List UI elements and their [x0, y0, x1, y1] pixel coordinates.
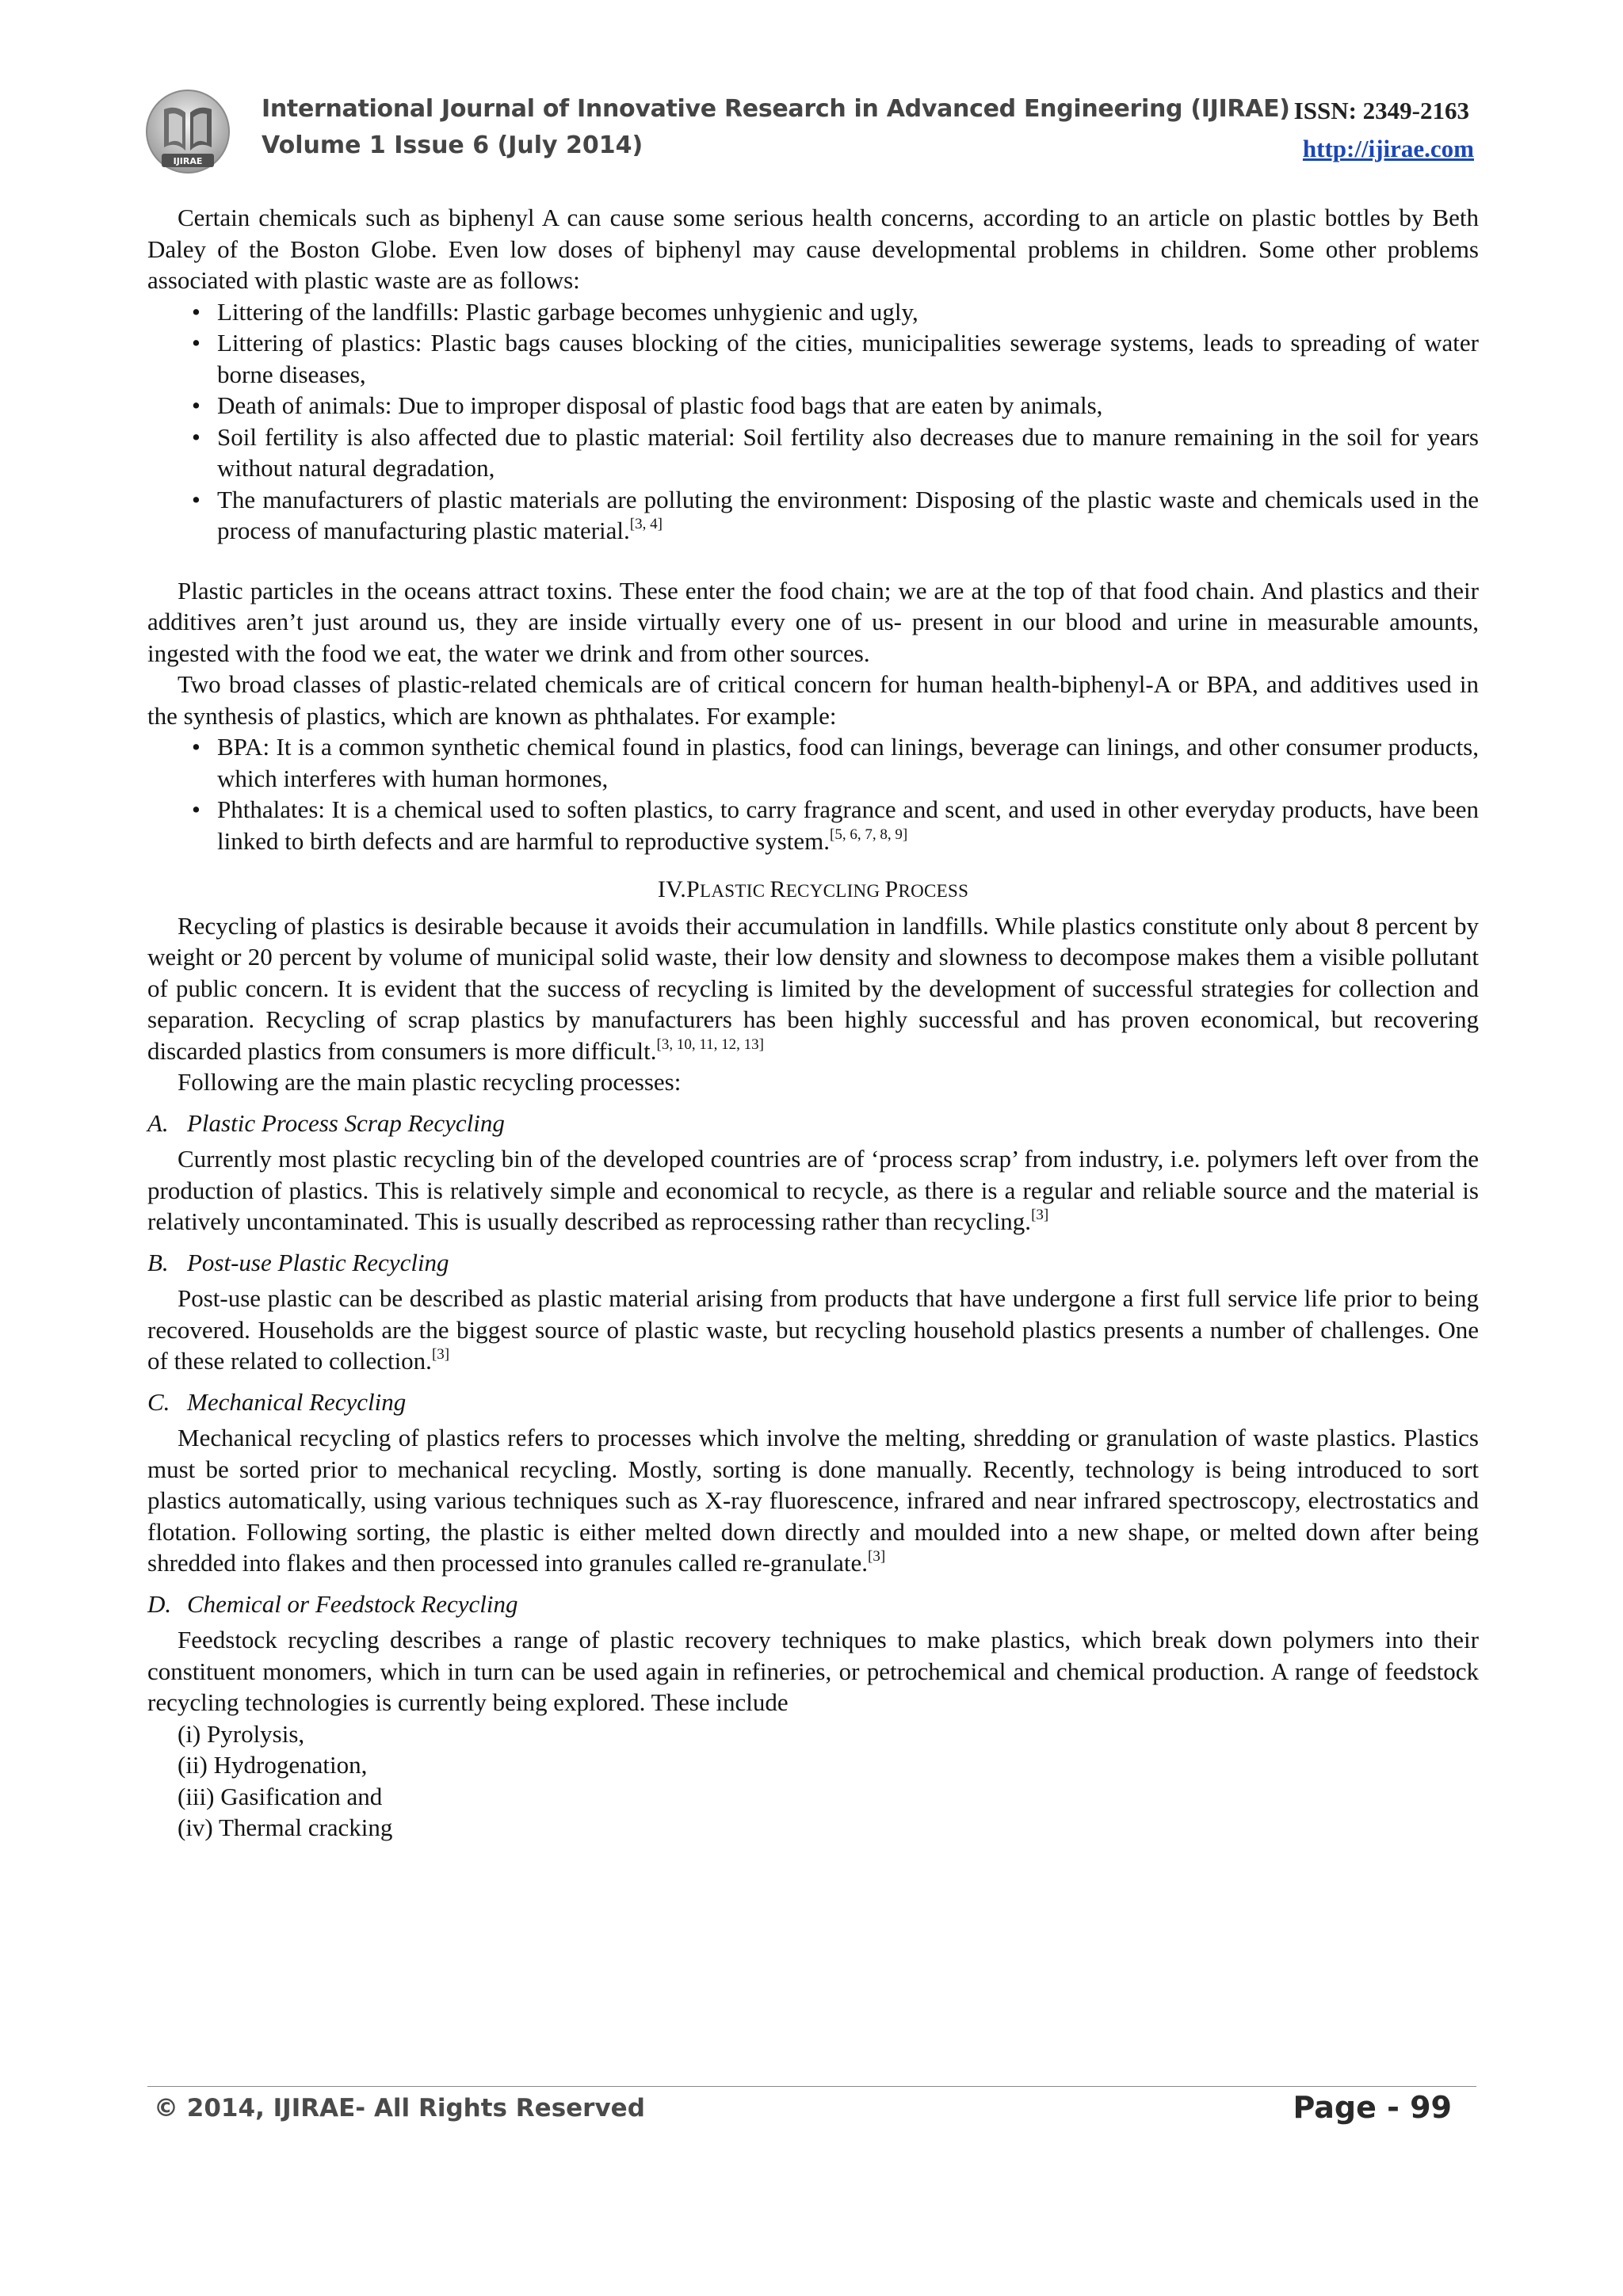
footer-divider	[147, 2086, 1476, 2087]
intro-paragraph: Certain chemicals such as biphenyl A can cause some serious health concerns, according to an article on plastic bottles by Beth Daley of the Boston Globe. Even low doses of biphenyl may cause developmental problems in children. Some other problems associated with plastic waste are as follows:	[147, 204, 1479, 294]
list-item: • BPA: It is a common synthetic chemical found in plastics, food can linings, beverage can linings, and other consumer products, which interferes with human hormones,	[147, 731, 1479, 794]
paragraph: Mechanical recycling of plastics refers to processes which involve the melting, shredding or granulation of waste plastics. Plastics must be sorted prior to mechanical recycling. Mostly, sorting is done manually. Recently, technology is being introduced to sort plastics automatically, using various techniques such as X-ray fluorescence, infrared and near infrared spectroscopy, electrostatics and flotation. Following sorting, the plastic is either melted down directly and moulded into a new shape, or melted down after being shredded into flakes and then processed into granules called re-granulate.[3]	[147, 1424, 1479, 1577]
list-item: • Littering of plastics: Plastic bags causes blocking of the cities, municipalities sewerage systems, leads to spreading of water borne diseases,	[147, 327, 1479, 390]
list-item-text: Phthalates: It is a chemical used to soften plastics, to carry fragrance and scent, and used in other everyday products, have been linked to birth defects and are harmful to reproductive system.	[217, 795, 1479, 855]
list-item: • Soil fertility is also affected due to plastic material: Soil fertility also decreases due to manure remaining in the soil for years without natural degradation,	[147, 421, 1479, 484]
citation: [3]	[868, 1548, 886, 1565]
journal-title: International Journal of Innovative Research in Advanced Engineering (IJIRAE)	[262, 95, 1290, 123]
subsection-heading: B. Post-use Plastic Recycling	[147, 1248, 449, 1276]
health-problems-list	[147, 296, 1479, 547]
paragraph: Feedstock recycling describes a range of plastic recovery techniques to make plastics, which break down polymers into their constituent monomers, which in turn can be used again in refineries, or petrochemical and chemical production. A range of feedstock recycling technologies is currently being explored. These include	[147, 1626, 1479, 1716]
article-body	[147, 202, 1479, 1844]
list-item: (iii) Gasification and	[178, 1782, 383, 1810]
section-heading: IV.PLASTIC RECYCLING PROCESS	[657, 876, 969, 902]
paragraph: Post-use plastic can be described as plastic material arising from products that have undergone a first full service life prior to being recovered. Households are the biggest source of plastic waste, but recycling household plastics presents a number of challenges. One of these related to collection.[3]	[147, 1284, 1479, 1375]
list-item-text: The manufacturers of plastic materials are polluting the environment: Disposing of the plastic waste and chemicals used in the process of manufacturing plastic material.	[217, 485, 1479, 544]
journal-volume: Volume 1 Issue 6 (July 2014)	[262, 132, 643, 159]
subsection-heading: D. Chemical or Feedstock Recycling	[147, 1589, 518, 1618]
journal-url-link[interactable]: http://ijirae.com	[1302, 135, 1474, 162]
paragraph: Currently most plastic recycling bin of the developed countries are of ‘process scrap’ from industry, i.e. polymers left over from the production of plastics. This is relatively simple and economical to recycle, as there is a regular and reliable source and the material is relatively uncontaminated. This is usually described as reprocessing rather than recycling.[3]	[147, 1145, 1479, 1235]
paragraph: Recycling of plastics is desirable because it avoids their accumulation in landfills. While plastics constitute only about 8 percent by weight or 20 percent by volume of municipal solid waste, their low density and slowness to decompose makes them a visible pollutant of public concern. It is evident that the success of recycling is limited by the development of successful strategies for collection and separation. Recycling of scrap plastics by manufacturers has been highly successful and has proven economical, but recovering discarded plastics from consumers is more difficult.[3, 10, 11, 12, 13]	[147, 911, 1479, 1065]
list-item: (ii) Hydrogenation,	[178, 1751, 368, 1779]
chemicals-list	[147, 731, 1479, 856]
citation: [3, 4]	[629, 516, 663, 532]
list-item	[147, 794, 1479, 856]
subsection-heading: C. Mechanical Recycling	[147, 1387, 407, 1416]
citation: [3, 10, 11, 12, 13]	[656, 1035, 764, 1053]
paragraph: Following are the main plastic recycling processes:	[178, 1068, 682, 1096]
journal-logo	[144, 86, 231, 179]
subsection-heading: A. Plastic Process Scrap Recycling	[147, 1108, 505, 1137]
journal-issn: ISSN: 2349-2163	[1293, 97, 1469, 124]
paragraph: Two broad classes of plastic-related chemicals are of critical concern for human health-biphenyl-A or BPA, and additives used in the synthesis of plastics, which are known as phthalates. For example:	[147, 670, 1479, 730]
citation: [3]	[431, 1346, 450, 1363]
footer-copyright: © 2014, IJIRAE- All Rights Reserved	[154, 2094, 645, 2122]
citation: [3]	[1031, 1207, 1049, 1223]
list-item: (i) Pyrolysis,	[178, 1719, 305, 1748]
paragraph: Plastic particles in the oceans attract toxins. These enter the food chain; we are at the top of that food chain. And plastics and their additives aren’t just around us, they are inside virtually every one of us- present in our blood and urine in measurable amounts, ingested with the food we eat, the water we drink and from other sources.	[147, 576, 1479, 667]
page-number: Page - 99	[1293, 2090, 1452, 2125]
list-item: • Death of animals: Due to improper disposal of plastic food bags that are eaten by animals,	[147, 390, 1479, 421]
list-item: • Littering of the landfills: Plastic garbage becomes unhygienic and ugly,	[147, 296, 1479, 328]
citation: [5, 6, 7, 8, 9]	[830, 826, 908, 843]
list-item	[147, 484, 1479, 547]
list-item: (iv) Thermal cracking	[178, 1814, 393, 1841]
logo-text: IJIRAE	[173, 156, 203, 166]
feedstock-technologies-list	[147, 1718, 1479, 1844]
